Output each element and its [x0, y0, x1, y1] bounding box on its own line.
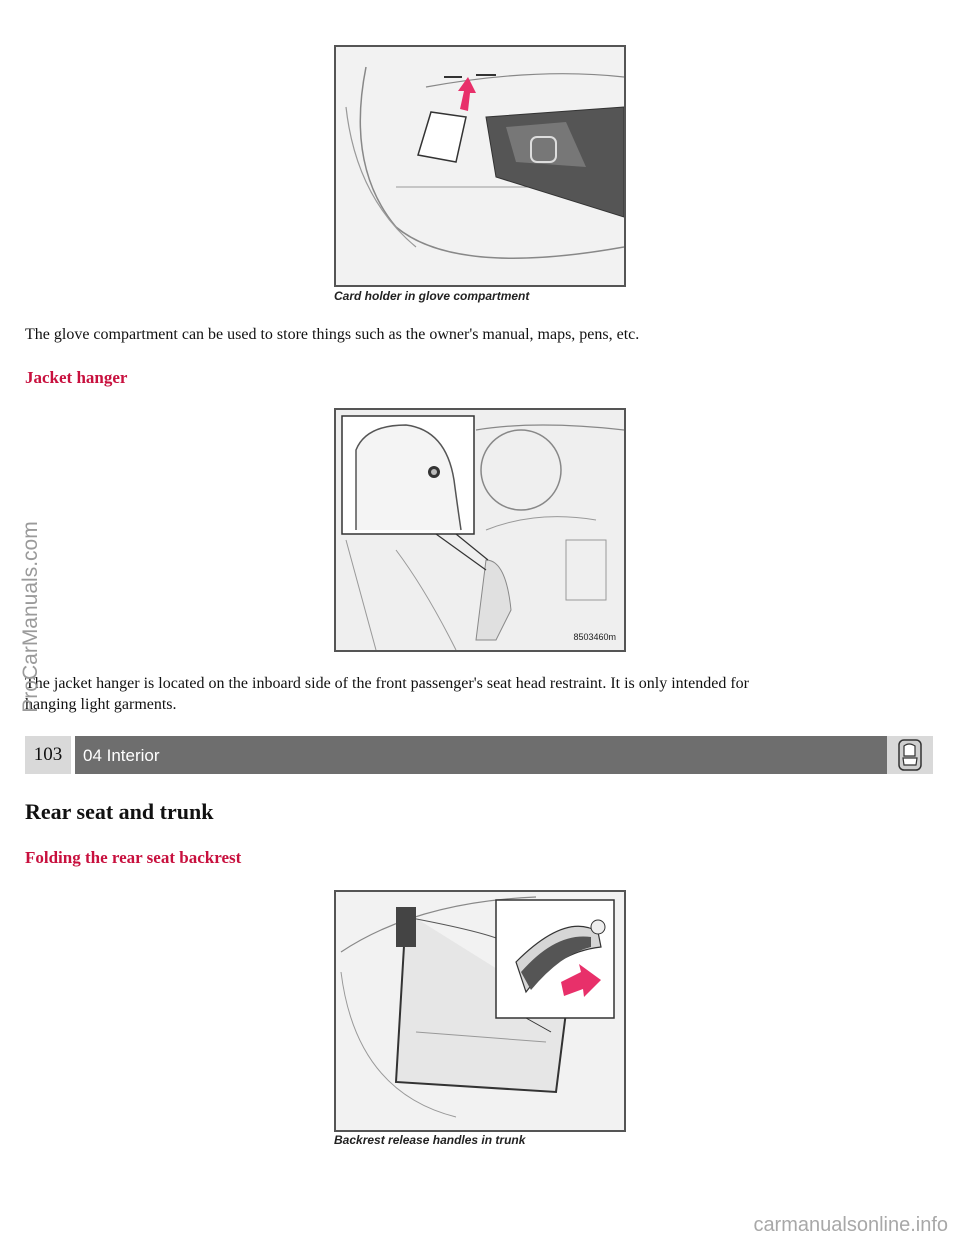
- seat-icon: [887, 736, 933, 774]
- subheading-folding-backrest: Folding the rear seat backrest: [25, 848, 242, 867]
- jacket-hanger-illustration: [334, 408, 626, 652]
- chapter-title: 04 Interior: [75, 736, 907, 774]
- figure-code: 8503460m: [573, 632, 616, 642]
- paragraph-glove-compartment: The glove compartment can be used to store things such as the owner's manual, maps, pens, etc.: [25, 326, 640, 343]
- subheading-jacket-hanger: Jacket hanger: [25, 368, 128, 387]
- glove-compartment-illustration: [334, 45, 626, 287]
- paragraph-jacket-hanger: [25, 673, 749, 715]
- section-title: Rear seat and trunk: [25, 799, 214, 824]
- footer-watermark: carmanualsonline.info: [753, 1214, 948, 1236]
- side-watermark: ProCarManuals.com: [19, 521, 42, 713]
- chapter-header-bar: [25, 736, 933, 774]
- backrest-release-illustration: [334, 890, 626, 1132]
- paragraph-line: hanging light garments.: [25, 696, 177, 713]
- figure-caption: Backrest release handles in trunk: [334, 1133, 526, 1147]
- figure-caption: Card holder in glove compartment: [334, 289, 530, 303]
- page-number: 103: [25, 736, 71, 774]
- paragraph-line: The jacket hanger is located on the inboard side of the front passenger's seat head restraint. It is only intended for: [25, 675, 749, 692]
